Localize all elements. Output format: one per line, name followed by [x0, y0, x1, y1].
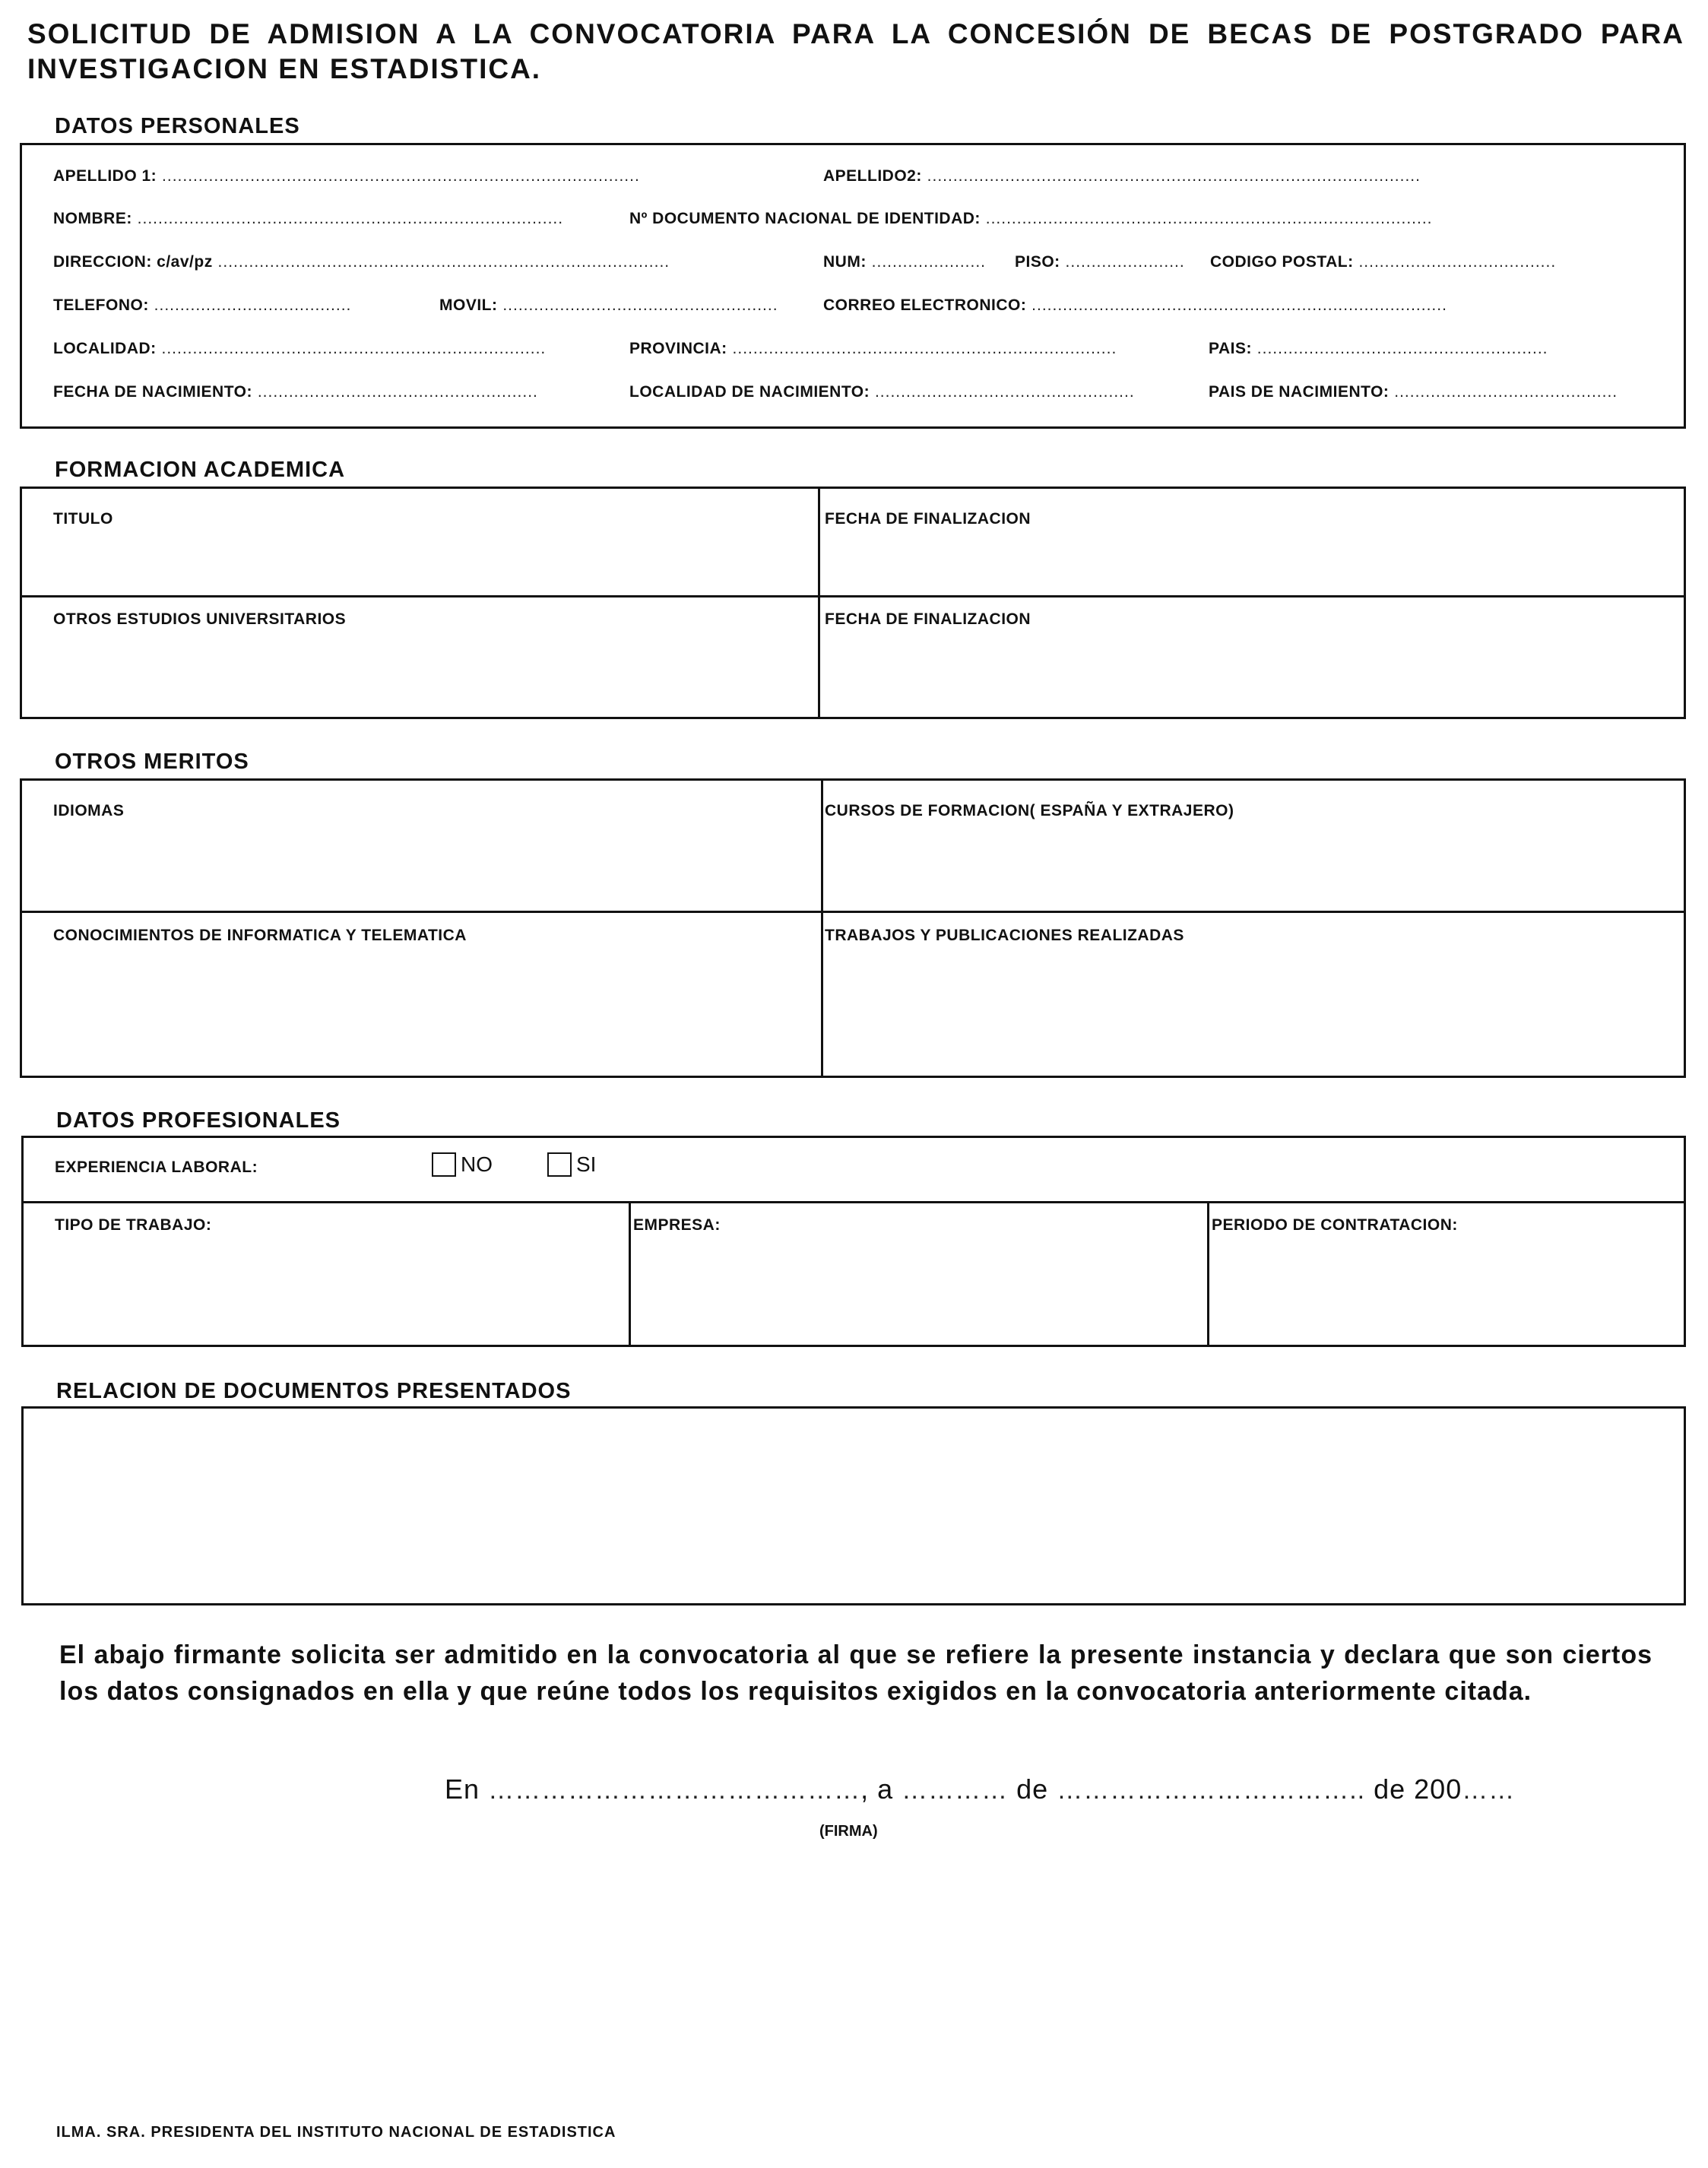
profesional-heading: DATOS PROFESIONALES: [56, 1108, 341, 1133]
fecha-finalizacion-2-cell[interactable]: FECHA DE FINALIZACION: [825, 610, 1031, 628]
telefono-field[interactable]: TELEFONO: ......................................: [53, 296, 352, 314]
trabajos-cell[interactable]: TRABAJOS Y PUBLICACIONES REALIZADAS: [825, 927, 1184, 944]
academica-divider: [818, 487, 820, 719]
firma-label: (FIRMA): [819, 1823, 878, 1840]
piso-field[interactable]: PISO: .......................: [1015, 253, 1185, 271]
codigo-postal-field[interactable]: CODIGO POSTAL: ......................................: [1210, 253, 1557, 271]
direccion-field[interactable]: DIRECCION: c/av/pz .......................................................................................: [53, 253, 670, 271]
experiencia-si-option[interactable]: SI: [547, 1152, 596, 1177]
num-field[interactable]: NUM: ......................: [823, 253, 987, 271]
profesional-divider-2: [1207, 1201, 1209, 1347]
declaration-text: El abajo firmante solicita ser admitido en la convocatoria al que se refiere la presente instancia y declara que son ciertos los datos consignados en ella y que reúne todos los requisitos exigidos en la convocatoria anteriormente citada.: [59, 1640, 1653, 1706]
meritos-heading: OTROS MERITOS: [55, 750, 249, 774]
movil-field[interactable]: MOVIL: .....................................................: [439, 296, 778, 314]
documentos-heading: RELACION DE DOCUMENTOS PRESENTADOS: [56, 1379, 572, 1403]
meritos-row-divider: [20, 911, 1686, 913]
correo-field[interactable]: CORREO ELECTRONICO: ................................................................................: [823, 296, 1447, 314]
academica-heading: FORMACION ACADEMICA: [55, 458, 346, 482]
dni-field[interactable]: Nº DOCUMENTO NACIONAL DE IDENTIDAD: ......................................................................................: [629, 210, 1433, 227]
documentos-box[interactable]: [21, 1406, 1686, 1605]
experiencia-no-option[interactable]: NO: [432, 1152, 493, 1177]
otros-estudios-cell[interactable]: OTROS ESTUDIOS UNIVERSITARIOS: [53, 610, 347, 628]
profesional-box: [21, 1136, 1686, 1347]
footer-addressee: ILMA. SRA. PRESIDENTA DEL INSTITUTO NACIONAL DE ESTADISTICA: [56, 2124, 616, 2141]
fecha-finalizacion-1-cell[interactable]: FECHA DE FINALIZACION: [825, 510, 1031, 528]
pais-nacimiento-field[interactable]: PAIS DE NACIMIENTO: ...........................................: [1209, 383, 1618, 401]
academica-row-divider: [20, 595, 1686, 597]
signature-line[interactable]: En ……………………………………, a ………… de …………………………….. de 200……: [445, 1773, 1516, 1805]
cursos-cell[interactable]: CURSOS DE FORMACION( ESPAÑA Y EXTRAJERO): [825, 802, 1234, 819]
periodo-cell[interactable]: PERIODO DE CONTRATACION:: [1212, 1216, 1458, 1234]
profesional-divider-1: [629, 1201, 631, 1347]
localidad-field[interactable]: LOCALIDAD: ..........................................................................: [53, 340, 547, 357]
apellido1-field[interactable]: APELLIDO 1: ............................................................................................: [53, 167, 640, 185]
titulo-cell[interactable]: TITULO: [53, 510, 113, 528]
pais-field[interactable]: PAIS: ........................................................: [1209, 340, 1548, 357]
profesional-row-divider: [21, 1201, 1686, 1203]
informatica-cell[interactable]: CONOCIMIENTOS DE INFORMATICA Y TELEMATICA: [53, 927, 467, 944]
nombre-field[interactable]: NOMBRE: ..................................................................................: [53, 210, 564, 227]
idiomas-cell[interactable]: IDIOMAS: [53, 802, 125, 819]
si-checkbox[interactable]: [547, 1152, 572, 1177]
fecha-nacimiento-field[interactable]: FECHA DE NACIMIENTO: ......................................................: [53, 383, 538, 401]
provincia-field[interactable]: PROVINCIA: ..........................................................................: [629, 340, 1117, 357]
experiencia-label: EXPERIENCIA LABORAL:: [55, 1158, 258, 1176]
page-title: SOLICITUD DE ADMISION A LA CONVOCATORIA PARA LA CONCESIÓN DE BECAS DE POSTGRADO PARA INVESTIGACION EN ESTADISTICA.: [27, 18, 1684, 84]
personal-heading: DATOS PERSONALES: [55, 114, 300, 138]
meritos-divider: [821, 778, 823, 1078]
tipo-trabajo-cell[interactable]: TIPO DE TRABAJO:: [55, 1216, 212, 1234]
no-checkbox[interactable]: [432, 1152, 456, 1177]
apellido2-field[interactable]: APELLIDO2: ...............................................................................................: [823, 167, 1421, 185]
empresa-cell[interactable]: EMPRESA:: [633, 1216, 721, 1234]
localidad-nacimiento-field[interactable]: LOCALIDAD DE NACIMIENTO: ..................................................: [629, 383, 1135, 401]
